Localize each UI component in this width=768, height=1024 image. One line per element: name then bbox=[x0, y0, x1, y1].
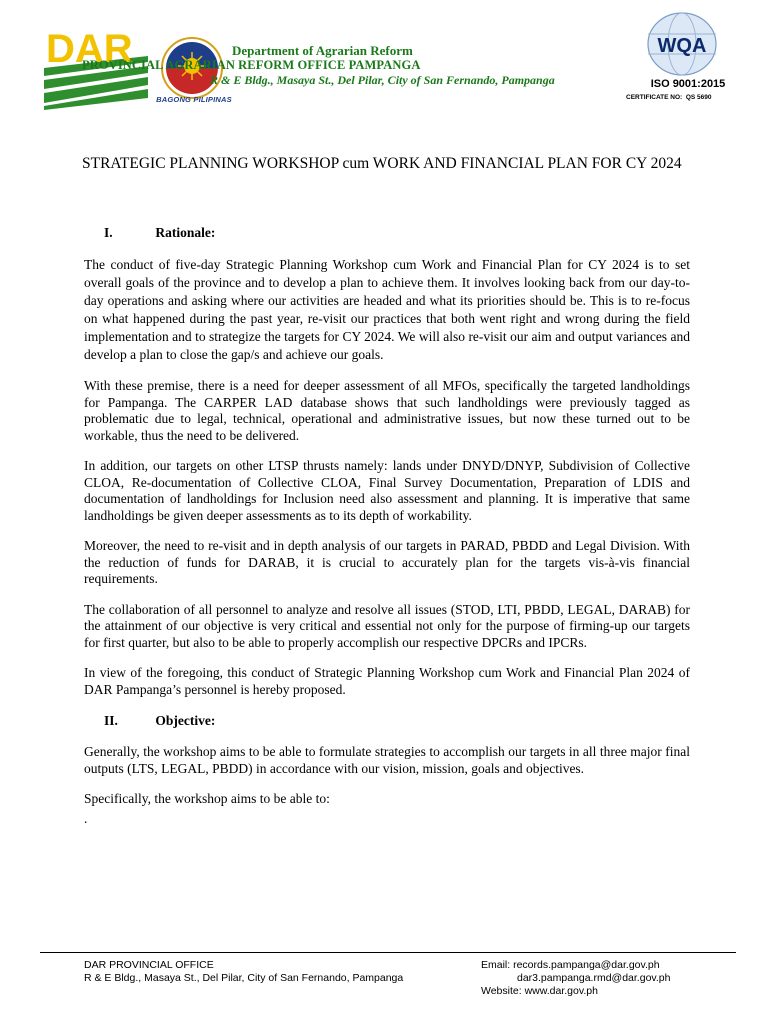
footer-email-secondary: dar3.pampanga.rmd@dar.gov.ph bbox=[517, 972, 671, 984]
paragraph: In addition, our targets on other LTSP thrusts namely: lands under DNYD/DNYP, Subdivision of Collective CLOA, Re-documentation of Collective CLOA, Final Survey Documentation, Preparation of LDIS and documentation of landholdings for Inclusion need also assessment and planning. It is imperative that same landholdings be given deeper assessments as to its depth of workability. bbox=[84, 458, 690, 523]
paragraph: Generally, the workshop aims to be able to formulate strategies to accomplish our targets in all three major final outputs (LTS, LEGAL, PBDD) in accordance with our vision, mission, goals and objectives. bbox=[84, 744, 690, 776]
office-address: R & E Bldg., Masaya St., Del Pilar, City of San Fernando, Pampanga bbox=[210, 73, 555, 87]
document-title: STRATEGIC PLANNING WORKSHOP cum WORK AND FINANCIAL PLAN FOR CY 2024 bbox=[82, 155, 682, 172]
certificate-number-row bbox=[626, 94, 750, 101]
wqa-globe-logo bbox=[644, 10, 720, 78]
footer-website: Website: www.dar.gov.ph bbox=[481, 985, 598, 997]
wqa-logo-text: WQA bbox=[657, 35, 707, 57]
certificate-label: CERTIFICATE NO: bbox=[626, 94, 683, 101]
footer-address: R & E Bldg., Masaya St., Del Pilar, City of San Fernando, Pampanga bbox=[84, 972, 404, 984]
section-number: II. bbox=[104, 713, 118, 728]
footer-office-info bbox=[84, 959, 403, 985]
document-body bbox=[84, 224, 690, 828]
paragraph: Specifically, the workshop aims to be able to: bbox=[84, 791, 330, 806]
trailing-mark: . bbox=[84, 810, 88, 826]
paragraph: The conduct of five-day Strategic Planning Workshop cum Work and Financial Plan for CY 2024 is to set overall goals of the province and to develop a plan to achieve them. It involves looking back from our day-to-day operations and asking where our activities are headed and what its priorities should be. This is to re-focus on what happened during the past year, re-visit our practices that both went right and wrong during the field implementation and to strategize the targets for CY 2024. We will also re-visit our aim and output variances and develop a plan to close the gap/s and achieve our goals. bbox=[84, 257, 690, 362]
department-name: Department of Agrarian Reform bbox=[232, 43, 413, 58]
certificate-number: QS 5690 bbox=[685, 94, 712, 101]
iso-standard: ISO 9001:2015 bbox=[650, 78, 726, 90]
section-heading-rationale bbox=[84, 224, 690, 242]
iso-certification bbox=[620, 10, 740, 110]
paragraph: The collaboration of all personnel to analyze and resolve all issues (STOD, LTI, PBDD, LEGAL, DARAB) for the attainment of our objective is very critical and essential not only for the purpose of firming-up our targets for first quarter, but also to be able to properly accomplish our respective DPCRs and IPCRs. bbox=[84, 601, 690, 650]
dar-logo-text: DAR bbox=[46, 27, 133, 71]
footer-divider bbox=[40, 952, 736, 953]
paragraph: In view of the foregoing, this conduct of Strategic Planning Workshop cum Work and Financial Plan 2024 of DAR Pampanga’s personnel is hereby proposed. bbox=[84, 665, 690, 697]
office-name: PROVINCIAL AGRARIAN REFORM OFFICE PAMPANGA bbox=[82, 58, 421, 72]
section-number: I. bbox=[104, 225, 113, 240]
footer-office-name: DAR PROVINCIAL OFFICE bbox=[84, 959, 214, 971]
section-title: Objective: bbox=[155, 713, 216, 728]
footer-email: Email: records.pampanga@dar.gov.ph bbox=[481, 959, 660, 971]
footer-contact-info bbox=[481, 959, 670, 998]
paragraph: With these premise, there is a need for deeper assessment of all MFOs, specifically the targeted landholdings for Pampanga. The CARPER LAD database shows that such landholdings were previously tagged as problematic due to legal, technical, operational and administrative issues, but now these turned out to be workable, thus the need to be delivered. bbox=[84, 378, 690, 443]
seal-caption: BAGONG PILIPINAS bbox=[156, 95, 232, 104]
section-heading-objective bbox=[84, 712, 690, 730]
paragraph: Moreover, the need to re-visit and in depth analysis of our targets in PARAD, PBDD and Legal Division. With the reduction of funds for DARAB, it is crucial to accurately plan for the targets vis-à-vis financial requirements. bbox=[84, 538, 690, 586]
letterhead bbox=[0, 0, 768, 115]
section-title: Rationale: bbox=[155, 225, 216, 240]
